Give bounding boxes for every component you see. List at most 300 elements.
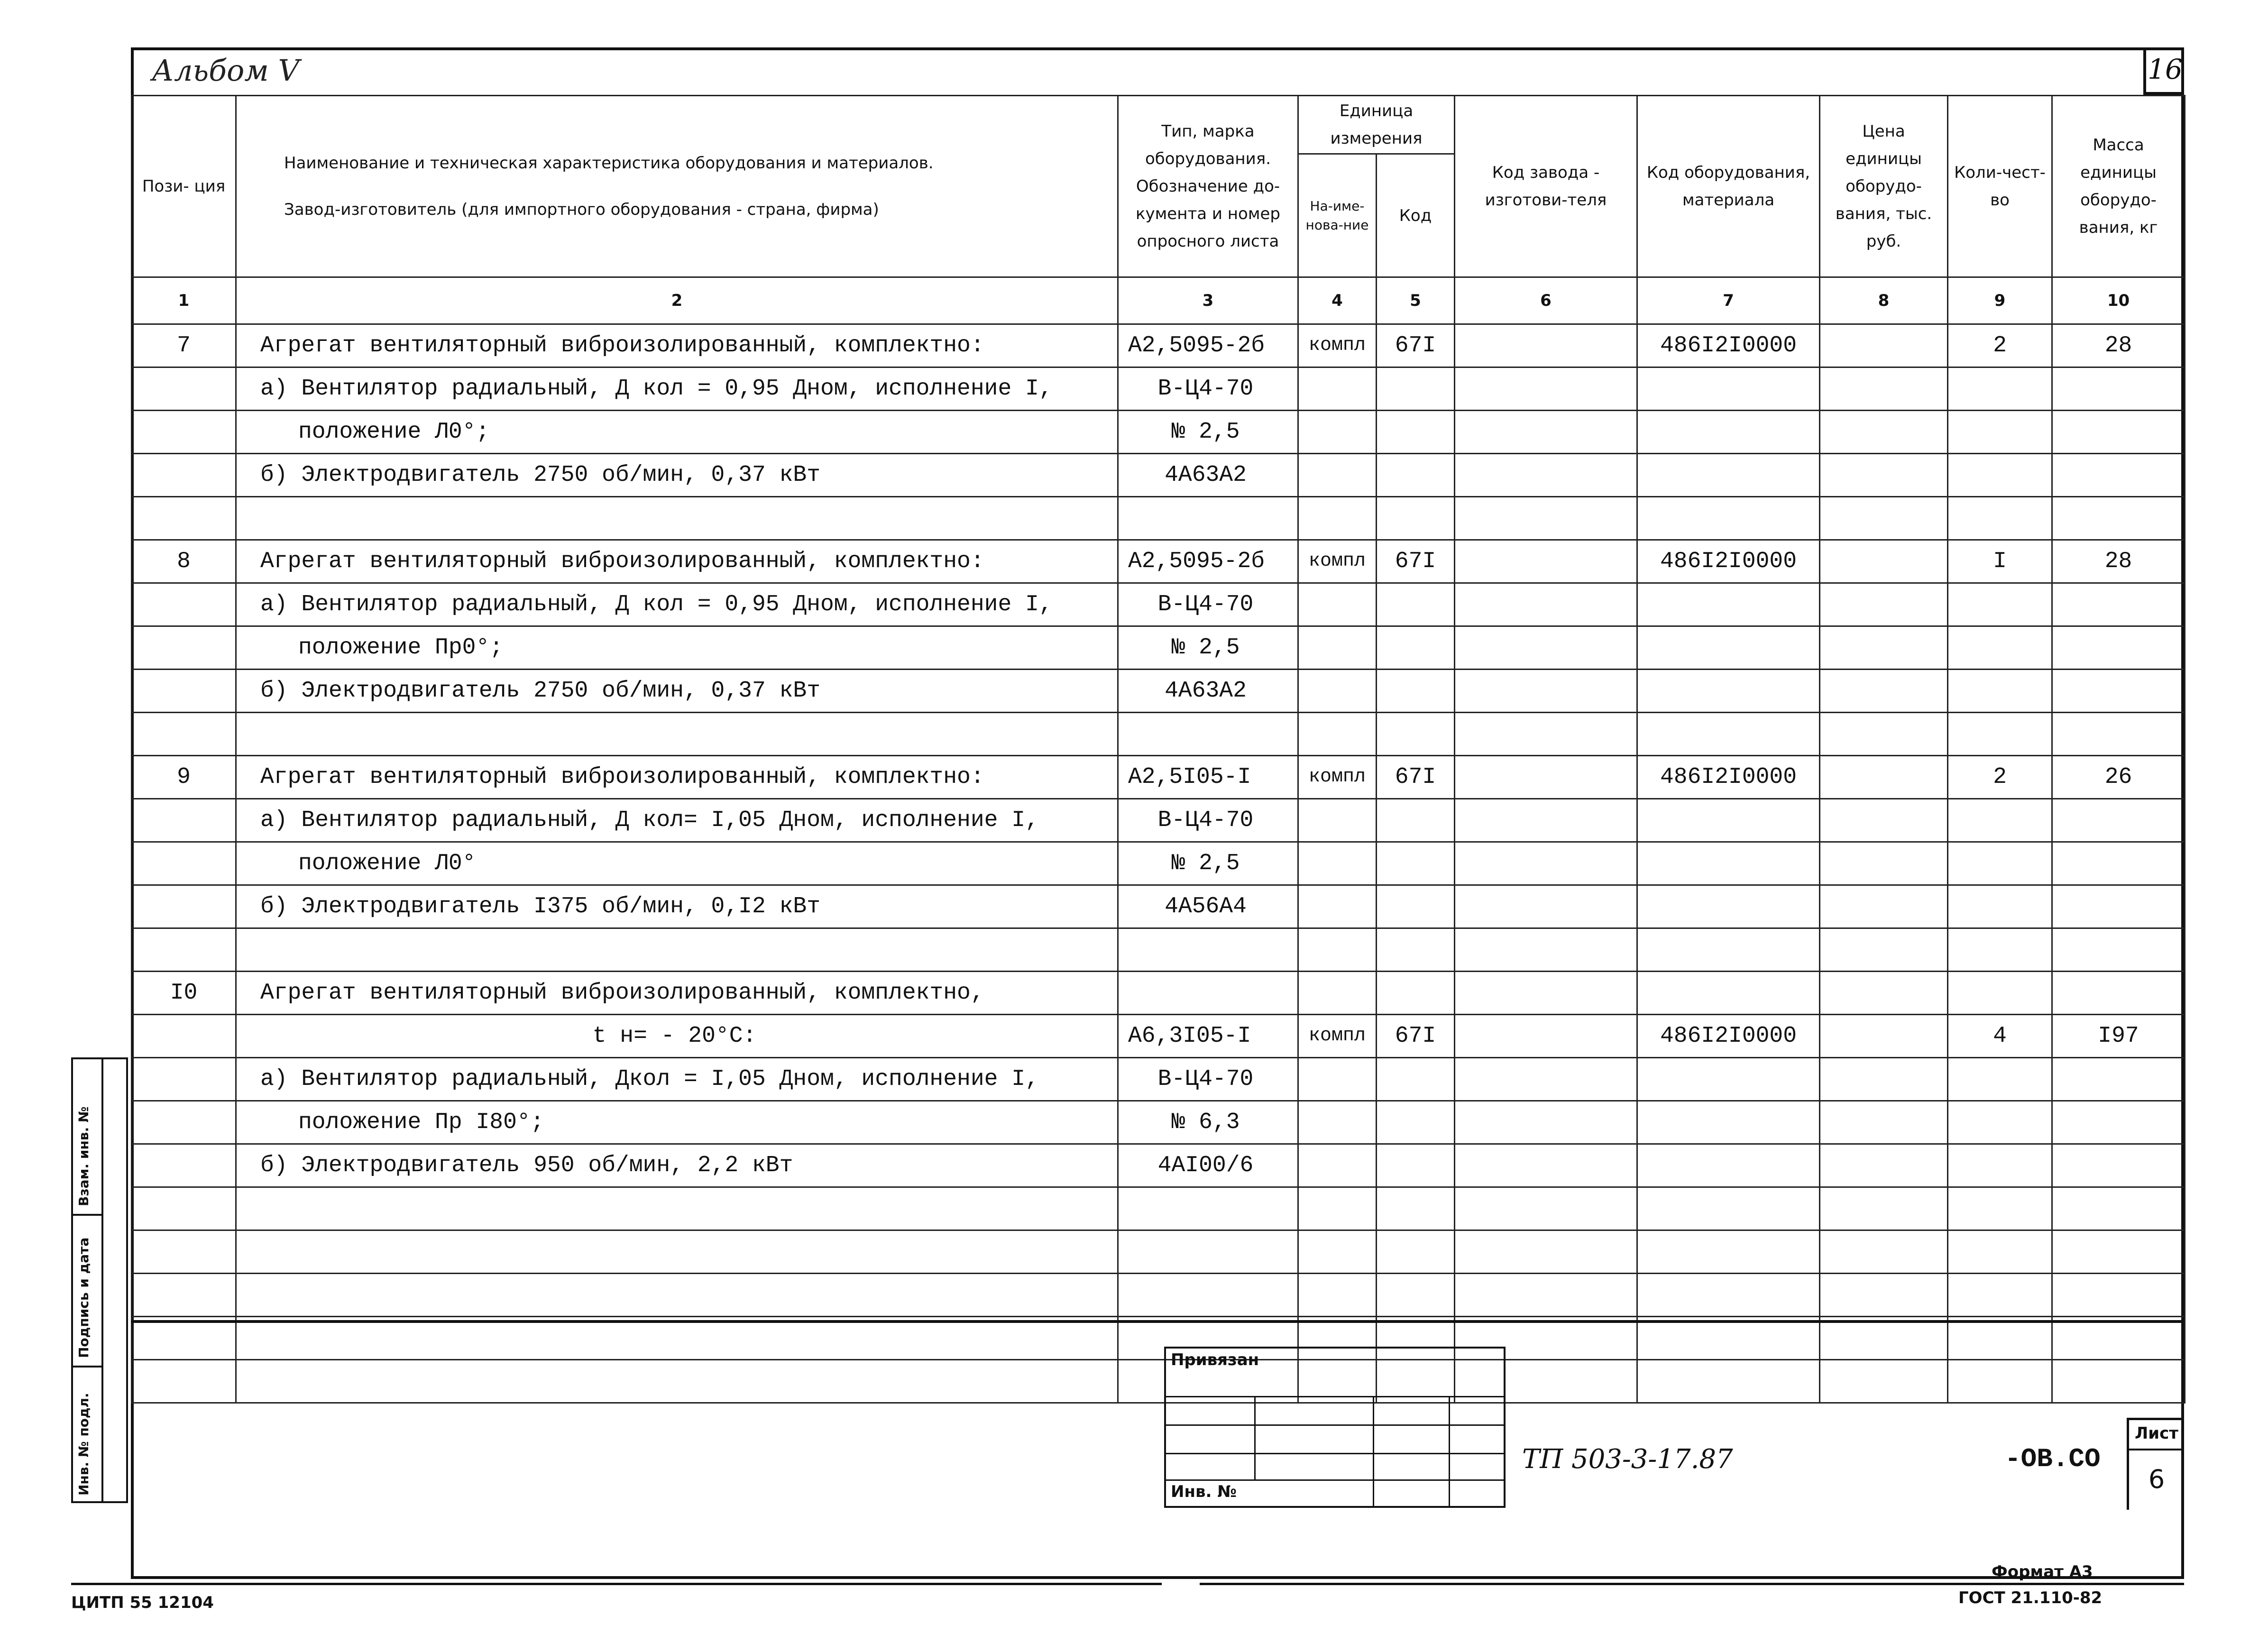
cell-unit-name bbox=[1298, 799, 1377, 842]
document-code: ТП 503-3-17.87 bbox=[1522, 1444, 1733, 1475]
table-row bbox=[132, 540, 2185, 583]
cell-unit-code bbox=[1377, 1058, 1455, 1101]
cell-maker-code bbox=[1455, 885, 1637, 928]
cell-unit-name bbox=[1298, 497, 1377, 540]
cell-maker-code bbox=[1455, 1015, 1637, 1058]
cell-unit-code: 67I bbox=[1377, 324, 1455, 367]
side-cell-sign bbox=[73, 1216, 101, 1367]
cell-position bbox=[132, 1230, 236, 1274]
cell-mass bbox=[2052, 1058, 2185, 1101]
cell-maker-code bbox=[1455, 1101, 1637, 1144]
side-cell-swap bbox=[73, 1059, 101, 1216]
cell-qty bbox=[1948, 713, 2052, 756]
cell-equip-code bbox=[1637, 928, 1820, 972]
cell-type: 4АI00/6 bbox=[1118, 1144, 1298, 1187]
cell-mass bbox=[2052, 928, 2185, 972]
table-row bbox=[132, 367, 2185, 411]
cell-unit-name bbox=[1298, 972, 1377, 1015]
cell-qty bbox=[1948, 799, 2052, 842]
cell-maker-code bbox=[1455, 1058, 1637, 1101]
cell-mass: 28 bbox=[2052, 540, 2185, 583]
cell-position: 9 bbox=[132, 756, 236, 799]
col-number: 8 bbox=[1820, 277, 1948, 324]
cell-unit-code bbox=[1377, 411, 1455, 454]
cell-equip-code bbox=[1637, 1274, 1820, 1317]
cell-unit-code bbox=[1377, 799, 1455, 842]
col-number: 6 bbox=[1455, 277, 1637, 324]
cell-maker-code bbox=[1455, 1187, 1637, 1230]
cell-equip-code: 486I2I0000 bbox=[1637, 324, 1820, 367]
col-number: 4 bbox=[1298, 277, 1377, 324]
cell-price bbox=[1820, 626, 1948, 670]
inv-orig-label: Инв. № подл. bbox=[76, 1393, 92, 1496]
cell-unit-name bbox=[1298, 1230, 1377, 1274]
table-row bbox=[132, 842, 2185, 885]
cell-equip-code bbox=[1637, 885, 1820, 928]
cell-type: 4А56А4 bbox=[1118, 885, 1298, 928]
cell-unit-code bbox=[1377, 1274, 1455, 1317]
cell-position bbox=[132, 670, 236, 713]
cell-maker-code bbox=[1455, 411, 1637, 454]
cell-price bbox=[1820, 1230, 1948, 1274]
cell-type: № 6,3 bbox=[1118, 1101, 1298, 1144]
cell-type: 4А63А2 bbox=[1118, 454, 1298, 497]
cell-type bbox=[1118, 497, 1298, 540]
cell-price bbox=[1820, 1274, 1948, 1317]
cell-position bbox=[132, 1187, 236, 1230]
footer-format: Формат А3 bbox=[1992, 1562, 2093, 1581]
cell-unit-name bbox=[1298, 454, 1377, 497]
cell-name bbox=[236, 497, 1118, 540]
tied-divider bbox=[1373, 1396, 1374, 1506]
cell-mass bbox=[2052, 1187, 2185, 1230]
cell-unit-code bbox=[1377, 1187, 1455, 1230]
cell-unit-code bbox=[1377, 583, 1455, 626]
cell-equip-code bbox=[1637, 411, 1820, 454]
cell-qty bbox=[1948, 885, 2052, 928]
cell-type bbox=[1118, 1274, 1298, 1317]
cell-price bbox=[1820, 928, 1948, 972]
header-row-1 bbox=[132, 96, 2185, 154]
cell-unit-code bbox=[1377, 972, 1455, 1015]
cell-type bbox=[1118, 1230, 1298, 1274]
cell-price bbox=[1820, 1015, 1948, 1058]
cell-name: а) Вентилятор радиальный, Д кол = 0,95 Дном, исполнение I, bbox=[236, 367, 1118, 411]
cell-type: А2,5095-2б bbox=[1118, 540, 1298, 583]
cell-name bbox=[236, 1187, 1118, 1230]
col-equip-code-header: Код оборудования, материала bbox=[1637, 96, 1820, 277]
cell-unit-code bbox=[1377, 713, 1455, 756]
cell-unit-name bbox=[1298, 1101, 1377, 1144]
cell-equip-code bbox=[1637, 1230, 1820, 1274]
cell-mass bbox=[2052, 1230, 2185, 1274]
cell-unit-code: 67I bbox=[1377, 1015, 1455, 1058]
cell-unit-code bbox=[1377, 367, 1455, 411]
cell-type: № 2,5 bbox=[1118, 842, 1298, 885]
footer-code: ЦИТП 55 12104 bbox=[71, 1593, 214, 1612]
cell-mass bbox=[2052, 1101, 2185, 1144]
cell-price bbox=[1820, 540, 1948, 583]
tied-rule bbox=[1166, 1479, 1504, 1481]
cell-unit-name bbox=[1298, 885, 1377, 928]
table-row bbox=[132, 928, 2185, 972]
col-number: 9 bbox=[1948, 277, 2052, 324]
cell-unit-code bbox=[1377, 497, 1455, 540]
cell-equip-code bbox=[1637, 972, 1820, 1015]
bottom-rule-left bbox=[71, 1583, 1162, 1585]
cell-unit-name bbox=[1298, 1274, 1377, 1317]
cell-position bbox=[132, 411, 236, 454]
table-row bbox=[132, 626, 2185, 670]
table-row bbox=[132, 1274, 2185, 1317]
cell-equip-code bbox=[1637, 454, 1820, 497]
col-maker-code-header: Код завода - изготови-теля bbox=[1455, 96, 1637, 277]
cell-equip-code bbox=[1637, 1101, 1820, 1144]
cell-equip-code bbox=[1637, 1144, 1820, 1187]
cell-type: В-Ц4-70 bbox=[1118, 583, 1298, 626]
cell-unit-name bbox=[1298, 1187, 1377, 1230]
cell-maker-code bbox=[1455, 367, 1637, 411]
cell-equip-code: 486I2I0000 bbox=[1637, 756, 1820, 799]
cell-unit-name bbox=[1298, 411, 1377, 454]
col-name-header-line2: Завод-изготовитель (для импортного оборудования - страна, фирма) bbox=[284, 200, 879, 219]
cell-unit-code: 67I bbox=[1377, 540, 1455, 583]
cell-qty bbox=[1948, 842, 2052, 885]
table-row bbox=[132, 497, 2185, 540]
sign-date-label: Подпись и дата bbox=[76, 1237, 92, 1358]
col-number: 2 bbox=[236, 277, 1118, 324]
cell-equip-code bbox=[1637, 626, 1820, 670]
cell-unit-code bbox=[1377, 1101, 1455, 1144]
cell-position bbox=[132, 1058, 236, 1101]
spec-rows bbox=[132, 324, 2185, 1403]
cell-equip-code bbox=[1637, 1058, 1820, 1101]
cell-name bbox=[236, 1274, 1118, 1317]
cell-equip-code bbox=[1637, 799, 1820, 842]
title-block-area bbox=[131, 1320, 2184, 1514]
footer-gost: ГОСТ 21.110-82 bbox=[1958, 1588, 2103, 1607]
table-row bbox=[132, 454, 2185, 497]
cell-qty bbox=[1948, 411, 2052, 454]
cell-price bbox=[1820, 411, 1948, 454]
cell-type: № 2,5 bbox=[1118, 411, 1298, 454]
cell-price bbox=[1820, 1144, 1948, 1187]
cell-equip-code bbox=[1637, 367, 1820, 411]
cell-mass: 28 bbox=[2052, 324, 2185, 367]
cell-qty bbox=[1948, 583, 2052, 626]
col-number: 5 bbox=[1377, 277, 1455, 324]
cell-position bbox=[132, 583, 236, 626]
cell-unit-code bbox=[1377, 928, 1455, 972]
sheet-number: 6 bbox=[2148, 1464, 2165, 1494]
equipment-spec-table bbox=[131, 95, 2185, 1404]
cell-qty bbox=[1948, 670, 2052, 713]
cell-price bbox=[1820, 885, 1948, 928]
cell-position bbox=[132, 928, 236, 972]
col-unit-group-header: Единица измерения bbox=[1298, 96, 1455, 154]
col-number: 7 bbox=[1637, 277, 1820, 324]
cell-unit-code bbox=[1377, 1230, 1455, 1274]
cell-position bbox=[132, 1144, 236, 1187]
table-row bbox=[132, 1144, 2185, 1187]
cell-mass: 26 bbox=[2052, 756, 2185, 799]
cell-equip-code: 486I2I0000 bbox=[1637, 1015, 1820, 1058]
cell-unit-name bbox=[1298, 583, 1377, 626]
cell-type bbox=[1118, 713, 1298, 756]
cell-mass: I97 bbox=[2052, 1015, 2185, 1058]
cell-price bbox=[1820, 670, 1948, 713]
tied-rule bbox=[1166, 1424, 1504, 1426]
cell-equip-code bbox=[1637, 1187, 1820, 1230]
table-row bbox=[132, 1058, 2185, 1101]
table-row bbox=[132, 583, 2185, 626]
cell-mass bbox=[2052, 842, 2185, 885]
cell-mass bbox=[2052, 583, 2185, 626]
cell-qty: I bbox=[1948, 540, 2052, 583]
table-row bbox=[132, 972, 2185, 1015]
cell-maker-code bbox=[1455, 713, 1637, 756]
tied-rule bbox=[1166, 1396, 1504, 1397]
col-qty-header: Коли-чест-во bbox=[1948, 96, 2052, 277]
cell-equip-code: 486I2I0000 bbox=[1637, 540, 1820, 583]
cell-price bbox=[1820, 756, 1948, 799]
cell-name: положение Л0° bbox=[236, 842, 1118, 885]
cell-position bbox=[132, 842, 236, 885]
column-number-row bbox=[132, 277, 2185, 324]
cell-unit-code bbox=[1377, 626, 1455, 670]
cell-price bbox=[1820, 454, 1948, 497]
cell-unit-name: компл bbox=[1298, 324, 1377, 367]
cell-unit-code bbox=[1377, 1144, 1455, 1187]
table-row bbox=[132, 670, 2185, 713]
cell-maker-code bbox=[1455, 626, 1637, 670]
cell-mass bbox=[2052, 497, 2185, 540]
cell-maker-code bbox=[1455, 842, 1637, 885]
cell-position bbox=[132, 1274, 236, 1317]
cell-maker-code bbox=[1455, 1274, 1637, 1317]
cell-type: В-Ц4-70 bbox=[1118, 799, 1298, 842]
tied-label: Привязан bbox=[1171, 1350, 1259, 1369]
table-row bbox=[132, 713, 2185, 756]
album-label: Альбом V bbox=[152, 53, 300, 88]
cell-maker-code bbox=[1455, 454, 1637, 497]
cell-unit-code bbox=[1377, 885, 1455, 928]
cell-qty bbox=[1948, 497, 2052, 540]
cell-price bbox=[1820, 799, 1948, 842]
side-cell-inv bbox=[73, 1367, 101, 1501]
top-sheet-number: 16 bbox=[2143, 47, 2184, 95]
table-row bbox=[132, 1230, 2185, 1274]
col-number: 1 bbox=[132, 277, 236, 324]
cell-unit-code bbox=[1377, 842, 1455, 885]
cell-price bbox=[1820, 842, 1948, 885]
side-divider bbox=[101, 1059, 103, 1501]
cell-unit-name bbox=[1298, 713, 1377, 756]
tied-divider bbox=[1449, 1396, 1450, 1506]
cell-type bbox=[1118, 972, 1298, 1015]
cell-maker-code bbox=[1455, 324, 1637, 367]
cell-price bbox=[1820, 1187, 1948, 1230]
cell-equip-code bbox=[1637, 713, 1820, 756]
tied-box bbox=[1164, 1347, 1506, 1508]
cell-mass bbox=[2052, 972, 2185, 1015]
side-stamp bbox=[71, 1057, 128, 1503]
cell-name bbox=[236, 1230, 1118, 1274]
cell-type: А6,3I05-I bbox=[1118, 1015, 1298, 1058]
cell-name: а) Вентилятор радиальный, Д кол = 0,95 Дном, исполнение I, bbox=[236, 583, 1118, 626]
cell-mass bbox=[2052, 885, 2185, 928]
cell-qty bbox=[1948, 1101, 2052, 1144]
cell-position: 8 bbox=[132, 540, 236, 583]
cell-qty bbox=[1948, 626, 2052, 670]
table-row bbox=[132, 756, 2185, 799]
table-row bbox=[132, 799, 2185, 842]
cell-name: б) Электродвигатель 2750 об/мин, 0,37 кВт bbox=[236, 670, 1118, 713]
cell-mass bbox=[2052, 713, 2185, 756]
cell-qty bbox=[1948, 928, 2052, 972]
cell-position bbox=[132, 1101, 236, 1144]
cell-position: 7 bbox=[132, 324, 236, 367]
cell-position bbox=[132, 454, 236, 497]
col-pos-header: Пози- ция bbox=[132, 96, 236, 277]
cell-qty bbox=[1948, 454, 2052, 497]
tied-rule bbox=[1166, 1453, 1504, 1454]
cell-type: № 2,5 bbox=[1118, 626, 1298, 670]
sheet-box bbox=[2127, 1418, 2184, 1510]
cell-name: t н= - 20°C: bbox=[236, 1015, 1118, 1058]
col-unit-name-header: На-име-нова-ние bbox=[1298, 154, 1377, 277]
cell-name bbox=[236, 713, 1118, 756]
cell-name: положение Л0°; bbox=[236, 411, 1118, 454]
col-name-header bbox=[236, 96, 1118, 277]
cell-name: Агрегат вентиляторный виброизолированный, комплектно, bbox=[236, 972, 1118, 1015]
cell-mass bbox=[2052, 670, 2185, 713]
col-unit-code-header: Код bbox=[1377, 154, 1455, 277]
inv-label: Инв. № bbox=[1171, 1482, 1237, 1501]
cell-name: положение Пр0°; bbox=[236, 626, 1118, 670]
cell-price bbox=[1820, 497, 1948, 540]
cell-unit-name bbox=[1298, 626, 1377, 670]
cell-position bbox=[132, 713, 236, 756]
cell-unit-name bbox=[1298, 842, 1377, 885]
cell-qty bbox=[1948, 1274, 2052, 1317]
tied-divider bbox=[1254, 1396, 1256, 1479]
cell-position bbox=[132, 626, 236, 670]
cell-maker-code bbox=[1455, 972, 1637, 1015]
cell-position bbox=[132, 799, 236, 842]
cell-price bbox=[1820, 713, 1948, 756]
cell-price bbox=[1820, 1101, 1948, 1144]
cell-price bbox=[1820, 583, 1948, 626]
cell-unit-name bbox=[1298, 928, 1377, 972]
cell-maker-code bbox=[1455, 670, 1637, 713]
cell-maker-code bbox=[1455, 756, 1637, 799]
cell-maker-code bbox=[1455, 799, 1637, 842]
cell-position bbox=[132, 885, 236, 928]
cell-price bbox=[1820, 324, 1948, 367]
cell-name bbox=[236, 928, 1118, 972]
cell-type: А2,5095-2б bbox=[1118, 324, 1298, 367]
swap-inv-label: Взам. инв. № bbox=[76, 1106, 92, 1206]
table-row bbox=[132, 1187, 2185, 1230]
cell-unit-name bbox=[1298, 1058, 1377, 1101]
cell-qty bbox=[1948, 1230, 2052, 1274]
cell-maker-code bbox=[1455, 1144, 1637, 1187]
cell-type: В-Ц4-70 bbox=[1118, 1058, 1298, 1101]
cell-unit-name bbox=[1298, 670, 1377, 713]
col-name-header-line1: Наименование и техническая характеристика оборудования и материалов. bbox=[284, 154, 934, 173]
cell-mass bbox=[2052, 1144, 2185, 1187]
cell-qty bbox=[1948, 1058, 2052, 1101]
cell-mass bbox=[2052, 799, 2185, 842]
col-type-header: Тип, марка оборудования. Обозначение до-кумента и номер опросного листа bbox=[1118, 96, 1298, 277]
cell-name: Агрегат вентиляторный виброизолированный, комплектно: bbox=[236, 324, 1118, 367]
cell-unit-name: компл bbox=[1298, 756, 1377, 799]
cell-qty bbox=[1948, 1187, 2052, 1230]
cell-maker-code bbox=[1455, 1230, 1637, 1274]
table-row bbox=[132, 324, 2185, 367]
cell-unit-code bbox=[1377, 454, 1455, 497]
cell-name: а) Вентилятор радиальный, Д кол= I,05 Дном, исполнение I, bbox=[236, 799, 1118, 842]
cell-price bbox=[1820, 1058, 1948, 1101]
table-row bbox=[132, 411, 2185, 454]
cell-maker-code bbox=[1455, 540, 1637, 583]
sheet-label: Лист bbox=[2129, 1420, 2184, 1450]
table-row bbox=[132, 1015, 2185, 1058]
cell-price bbox=[1820, 972, 1948, 1015]
cell-unit-name: компл bbox=[1298, 1015, 1377, 1058]
cell-name: б) Электродвигатель 950 об/мин, 2,2 кВт bbox=[236, 1144, 1118, 1187]
cell-type: 4А63А2 bbox=[1118, 670, 1298, 713]
cell-name: б) Электродвигатель 2750 об/мин, 0,37 кВт bbox=[236, 454, 1118, 497]
cell-type: А2,5I05-I bbox=[1118, 756, 1298, 799]
col-number: 3 bbox=[1118, 277, 1298, 324]
cell-unit-name bbox=[1298, 1144, 1377, 1187]
table-row bbox=[132, 1101, 2185, 1144]
cell-equip-code bbox=[1637, 670, 1820, 713]
cell-mass bbox=[2052, 454, 2185, 497]
cell-equip-code bbox=[1637, 583, 1820, 626]
cell-type bbox=[1118, 1187, 1298, 1230]
cell-type: В-Ц4-70 bbox=[1118, 367, 1298, 411]
cell-maker-code bbox=[1455, 497, 1637, 540]
cell-maker-code bbox=[1455, 928, 1637, 972]
document-suffix: -ОВ.СО bbox=[2005, 1444, 2101, 1474]
cell-maker-code bbox=[1455, 583, 1637, 626]
col-mass-header: Масса единицы оборудо-вания, кг bbox=[2052, 96, 2185, 277]
cell-mass bbox=[2052, 626, 2185, 670]
cell-unit-name: компл bbox=[1298, 540, 1377, 583]
col-price-header: Цена единицы оборудо-вания, тыс. руб. bbox=[1820, 96, 1948, 277]
cell-mass bbox=[2052, 1274, 2185, 1317]
cell-name: Агрегат вентиляторный виброизолированный, комплектно: bbox=[236, 540, 1118, 583]
cell-name: Агрегат вентиляторный виброизолированный, комплектно: bbox=[236, 756, 1118, 799]
cell-qty bbox=[1948, 1144, 2052, 1187]
cell-name: а) Вентилятор радиальный, Дкол = I,05 Дном, исполнение I, bbox=[236, 1058, 1118, 1101]
table-row bbox=[132, 885, 2185, 928]
cell-position: I0 bbox=[132, 972, 236, 1015]
cell-unit-code: 67I bbox=[1377, 756, 1455, 799]
cell-position bbox=[132, 497, 236, 540]
cell-name: положение Пр I80°; bbox=[236, 1101, 1118, 1144]
col-number: 10 bbox=[2052, 277, 2185, 324]
bottom-rule-right bbox=[1200, 1583, 2184, 1585]
cell-qty: 2 bbox=[1948, 756, 2052, 799]
cell-mass bbox=[2052, 411, 2185, 454]
cell-qty: 2 bbox=[1948, 324, 2052, 367]
cell-equip-code bbox=[1637, 842, 1820, 885]
cell-qty bbox=[1948, 367, 2052, 411]
